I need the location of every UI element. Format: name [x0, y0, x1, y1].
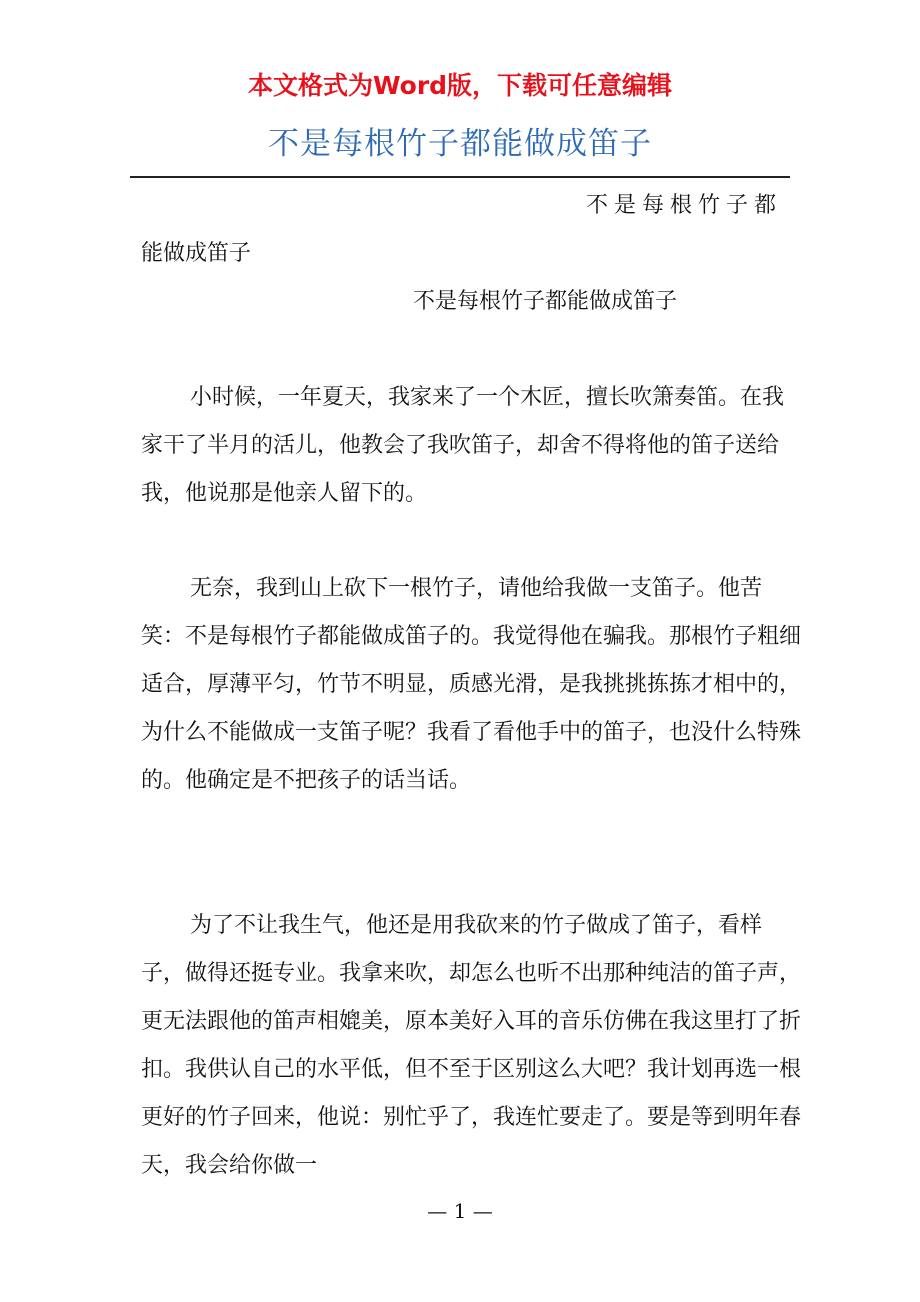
article-subheading: 不是每根竹子都能做成笛子	[413, 289, 678, 314]
format-banner: 本文格式为Word版，下载可任意编辑	[247, 71, 673, 100]
paragraph-3: 为了不让我生气，他还是用我砍来的竹子做成了笛子，看样子，做得还挺专业。我拿来吹，却怎么也听不出那种纯洁的笛子声，更无法跟他的笛声相媲美，原本美好入耳的音乐仿佛在我这里打了折扣。我供认自己的水平低，但不至于区别这么大吧？我计划再选一根更好的竹子回来，他说：别忙乎了，我连忙要走了。要是等到明年春天，我会给你做一	[141, 913, 802, 1178]
paragraph-2: 无奈，我到山上砍下一根竹子，请他给我做一支笛子。他苦笑：不是每根竹子都能做成笛子的。我觉得他在骗我。那根竹子粗细适合，厚薄平匀，竹节不明显，质感光滑，是我挑挑拣拣才相中的，为什么不能做成一支笛子呢？我看了看他手中的笛子，也没什么特殊的。他确定是不把孩子的话当话。	[141, 576, 802, 793]
paragraph-1: 小时候，一年夏天，我家来了一个木匠，擅长吹箫奏笛。在我家干了半月的活儿，他教会了我吹笛子，却舍不得将他的笛子送给我，他说那是他亲人留下的。	[141, 385, 785, 506]
article-heading-line-2: 能做成笛子	[141, 241, 252, 266]
page-number: — 1 —	[427, 1199, 493, 1223]
document-title: 不是每根竹子都能做成笛子	[268, 126, 652, 162]
article-heading-line-1: 不是每根竹子都	[585, 193, 782, 218]
title-divider	[130, 176, 790, 178]
